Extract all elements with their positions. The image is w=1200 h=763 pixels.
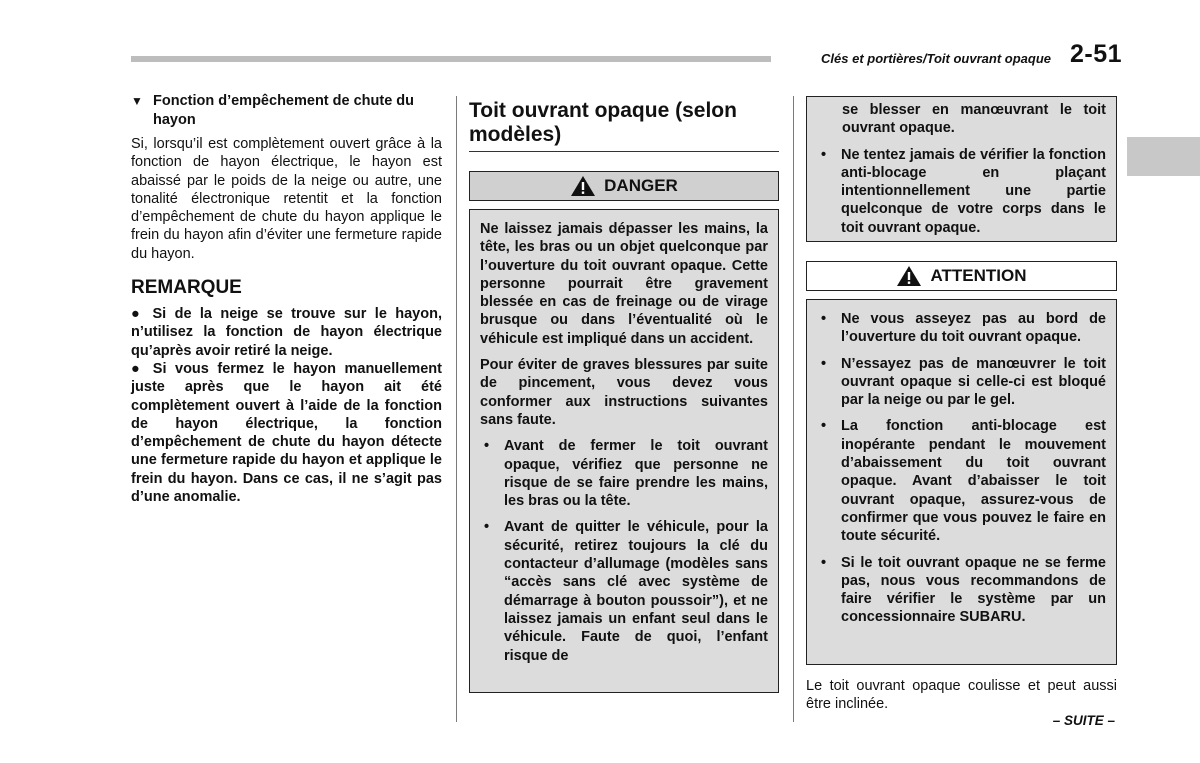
danger-bullet-item: • Avant de fermer le toit ouvrant opaque, vérifiez que personne ne risque de se faire prendre les mains, les bras ou la tête. [480, 437, 768, 510]
danger-paragraph: Pour éviter de graves blessures par suite de pincement, vous devez vous conformer aux instructions suivantes sans faute. [480, 357, 768, 428]
column-3 [806, 96, 1117, 714]
section-heading-text: Fonction d’empêchement de chute du hayon [153, 93, 415, 128]
attention-bullet-item: • N’essayez pas de manœuvrer le toit ouvrant opaque si celle-ci est bloqué par la neige ou par le gel. [817, 355, 1106, 410]
remarque-title: REMARQUE [131, 277, 242, 299]
running-header-title: Clés et portières/Toit ouvrant opaque [821, 51, 1051, 66]
triangle-down-icon: ▼ [131, 94, 143, 108]
danger-box-continued [806, 96, 1117, 242]
attention-bullet-item: • Ne vous asseyez pas au bord de l’ouverture du toit ouvrant opaque. [817, 310, 1106, 347]
danger-label: DANGER [604, 176, 678, 195]
remarque-item: ● Si de la neige se trouve sur le hayon, n’utilisez la fonction de hayon électrique qu’après avoir retiré la neige. [131, 306, 442, 359]
attention-bullet-item: • La fonction anti-blocage est inopérante pendant le mouvement d’abaissement du toit ouvrant opaque. Avant d’abaisser le toit ouvrant opaque, assurez-vous de confirmer que vous pouvez le faire en toute sécurité. [817, 417, 1106, 545]
continued-marker: – SUITE – [1052, 713, 1115, 728]
warning-triangle-icon [896, 265, 922, 287]
column-1 [131, 92, 442, 506]
danger-box [469, 209, 779, 693]
attention-box [806, 299, 1117, 665]
section-paragraph: Si, lorsqu’il est complètement ouvert grâce à la fonction de hayon électrique, le hayon est abaissé par le poids de la neige ou autre, une tonalité électronique retentit et la fonction d’empêchement de chute du hayon applique le frein du hayon afin d’éviter une fermeture rapide du hayon. [131, 136, 442, 262]
attention-bullet-list [817, 310, 1106, 627]
danger-continued-text: se blesser en manœuvrant le toit ouvrant opaque. [842, 102, 1106, 137]
danger-continued-bullets [817, 146, 1106, 237]
body-paragraph: Le toit ouvrant opaque coulisse et peut aussi être inclinée. [806, 678, 1117, 713]
remarque-item: ● Si vous fermez le hayon manuellement juste après que le hayon ait été complètement ouvert à l’aide de la fonction de hayon électrique, la fonction d’empêchement de chute du hayon détecte une fermeture rapide du hayon et applique le frein du hayon. Dans ce cas, il ne s’agit pas d’une anomalie. [131, 360, 442, 506]
chapter-side-tab [1127, 137, 1200, 176]
danger-header [469, 171, 779, 201]
attention-bullet-item: • Si le toit ouvrant opaque ne se ferme pas, nous vous recommandons de faire vérifier le système par un concessionnaire SUBARU. [817, 554, 1106, 627]
danger-bullet-item: • Ne tentez jamais de vérifier la fonction anti-blocage en plaçant intentionnellement une partie quelconque de votre corps dans le toit ouvrant opaque. [817, 146, 1106, 237]
header-rule [131, 56, 771, 62]
danger-paragraph: Ne laissez jamais dépasser les mains, la tête, les bras ou un objet quelconque par l’ouverture du toit ouvrant opaque. Cette personne pourrait être gravement blessée en cas de freinage ou de virage brusque ou dans l’éventualité où le véhicule est impliqué dans un accident. [480, 221, 768, 347]
attention-header [806, 261, 1117, 291]
column-divider-right [793, 96, 794, 722]
danger-bullet-item: • Avant de quitter le véhicule, pour la sécurité, retirez toujours la clé du contacteur d’allumage (modèles sans “accès sans clé avec système de démarrage à bouton poussoir”), et ne laissez jamais un enfant seul dans le véhicule. Faute de quoi, l’enfant risque de [480, 518, 768, 664]
page-section-title: Toit ouvrant opaque (selon modèles) [469, 99, 779, 152]
danger-bullet-list [480, 437, 768, 665]
warning-triangle-icon [570, 175, 596, 197]
column-2 [469, 96, 779, 693]
column-divider-left [456, 96, 457, 722]
page-number: 2-51 [1070, 40, 1123, 68]
attention-label: ATTENTION [930, 266, 1027, 285]
section-heading [131, 92, 442, 130]
